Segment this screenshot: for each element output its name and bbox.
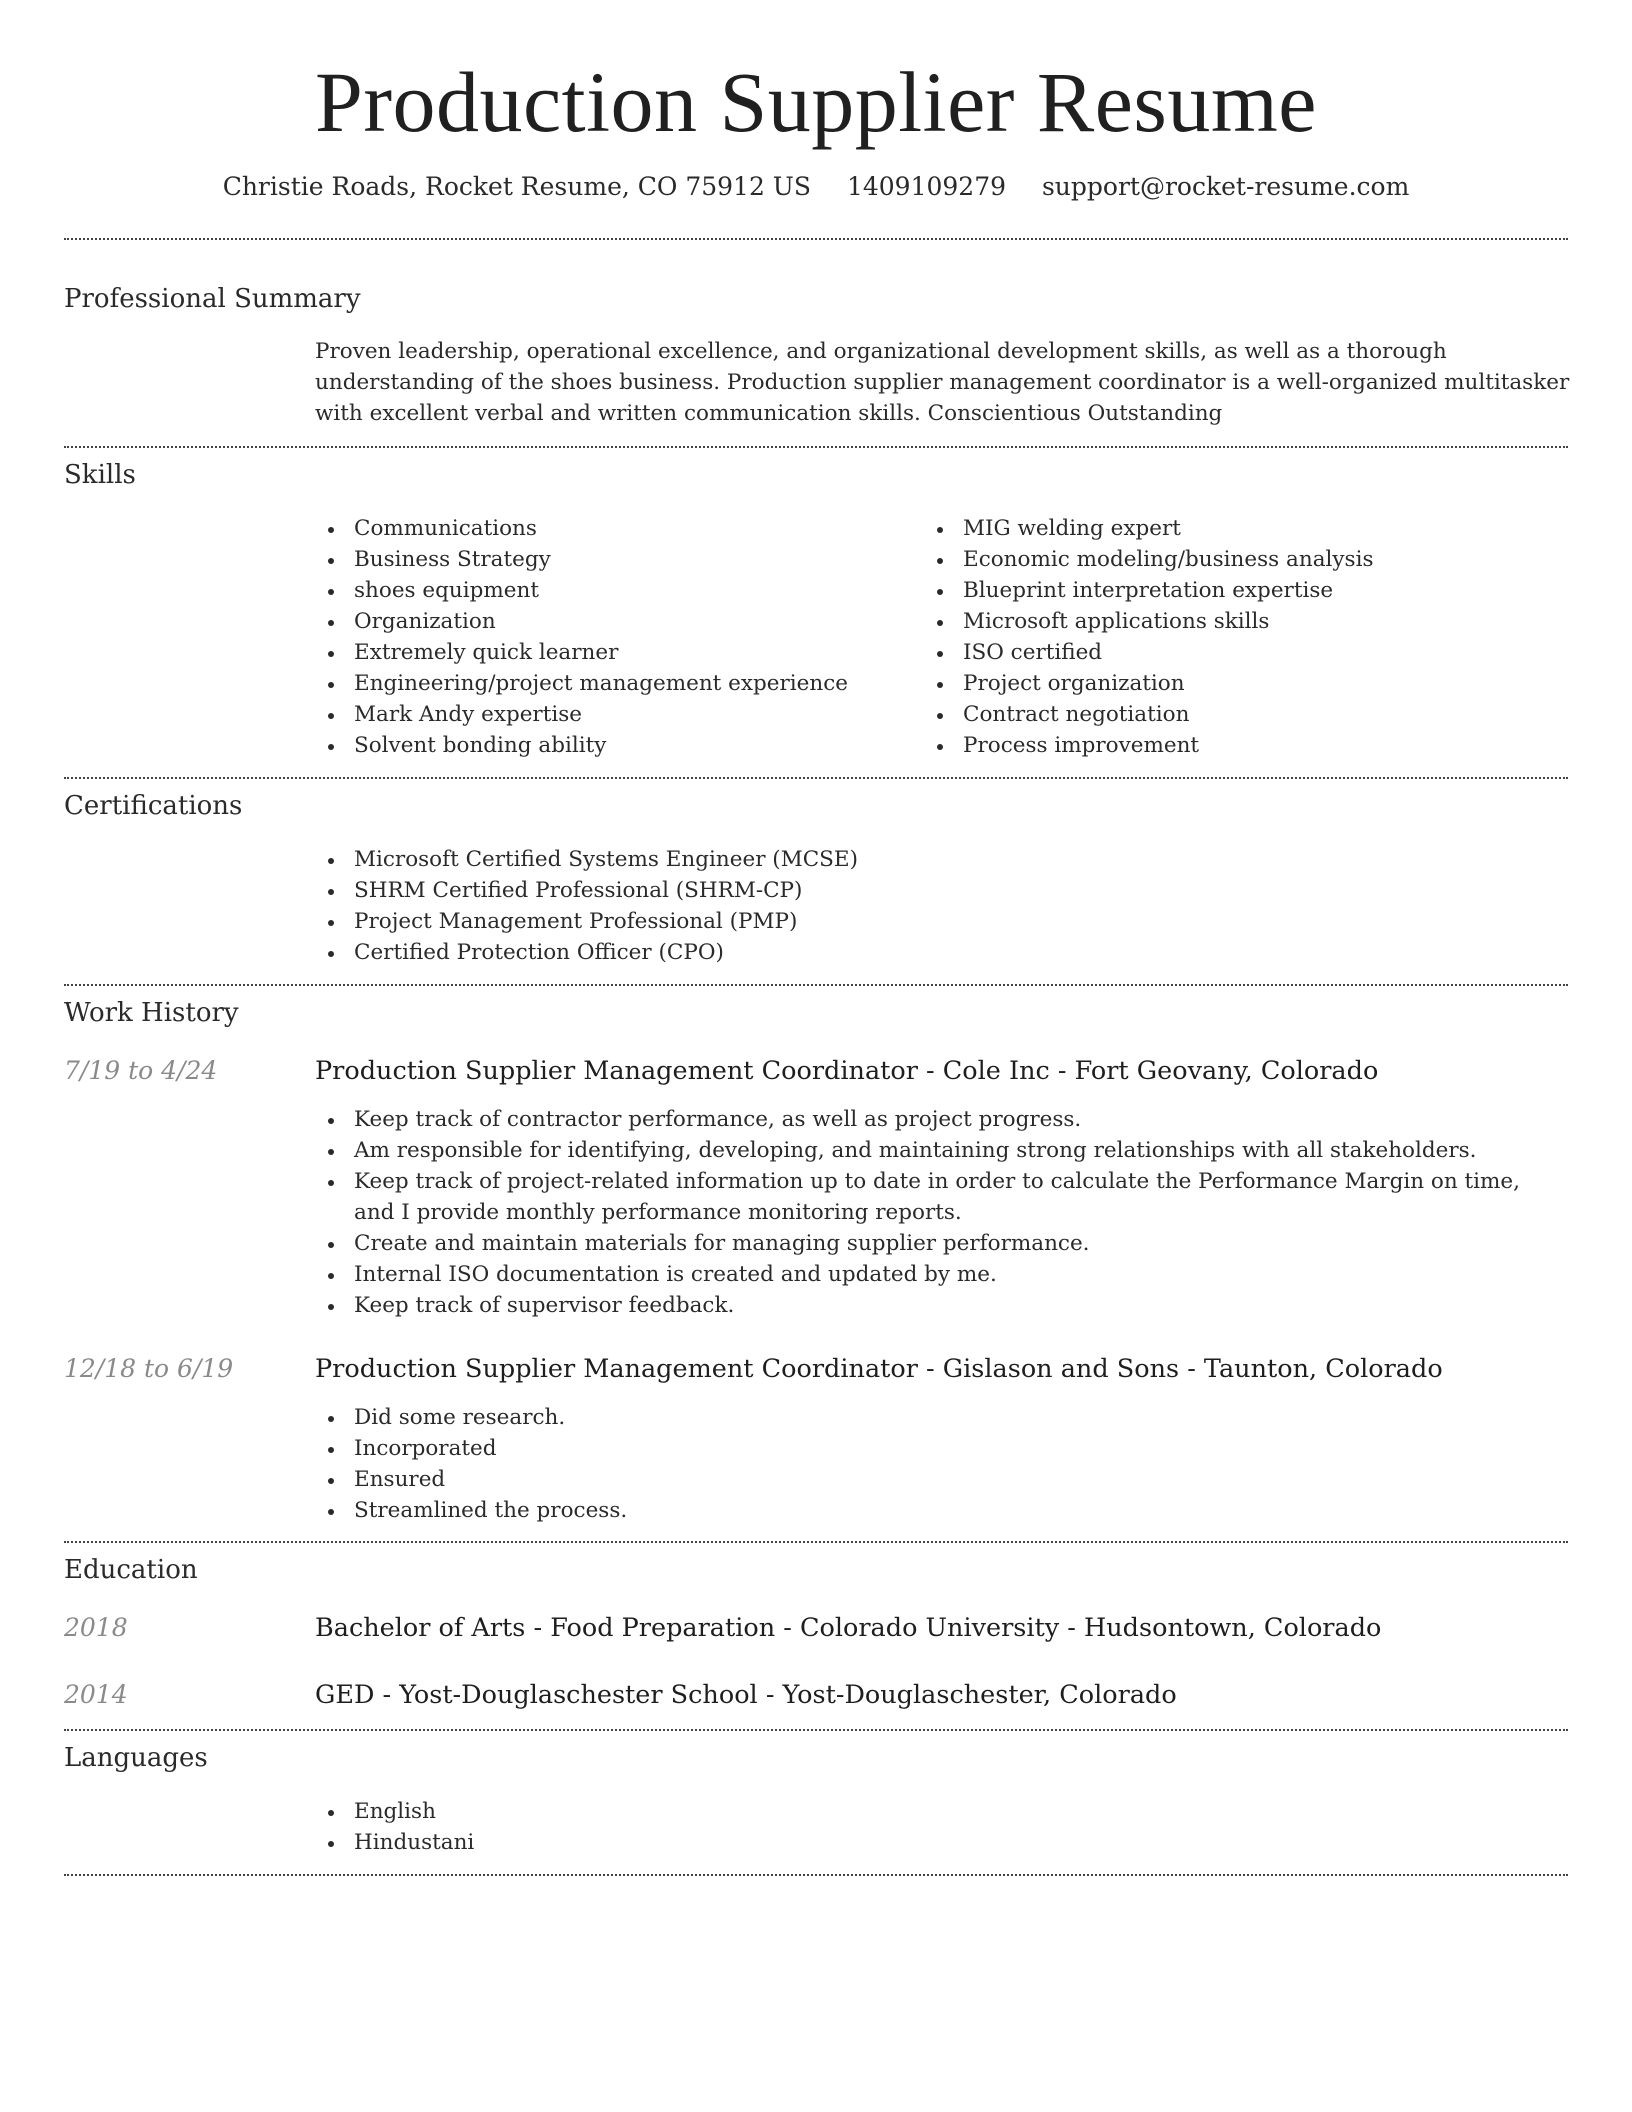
skill-item: shoes equipment: [354, 575, 914, 606]
skill-item: Engineering/project management experience: [354, 668, 914, 699]
contact-address: Christie Roads, Rocket Resume, CO 75912 US: [222, 172, 811, 201]
skills-list-right: [919, 513, 1583, 761]
education-entry: Bachelor of Arts - Food Preparation - Colorado University - Hudsontown, Colorado: [315, 1613, 1382, 1643]
job-bullets: [310, 1402, 1554, 1526]
skill-item: Economic modeling/business analysis: [963, 544, 1583, 575]
education-entry: GED - Yost-Douglaschester School - Yost-Douglaschester, Colorado: [315, 1680, 1177, 1710]
job-bullet: Create and maintain materials for managing supplier performance.: [354, 1228, 1554, 1259]
certifications-heading: Certifications: [64, 791, 243, 821]
job-bullet: Ensured: [354, 1464, 1554, 1495]
skill-item: Business Strategy: [354, 544, 914, 575]
languages-list: [310, 1796, 954, 1858]
contact-line: [0, 170, 1632, 204]
job-title: Production Supplier Management Coordinator - Gislason and Sons - Taunton, Colorado: [315, 1354, 1443, 1384]
certifications-list: [310, 844, 1554, 968]
skill-item: ISO certified: [963, 637, 1583, 668]
skill-item: Contract negotiation: [963, 699, 1583, 730]
skills-list-left: [310, 513, 914, 761]
education-year: 2014: [64, 1680, 128, 1709]
skill-item: Extremely quick learner: [354, 637, 914, 668]
job-bullet: Keep track of contractor performance, as well as project progress.: [354, 1104, 1554, 1135]
skill-item: Communications: [354, 513, 914, 544]
certification-item: Microsoft Certified Systems Engineer (MCSE): [354, 844, 1554, 875]
summary-text: Proven leadership, operational excellence, and organizational development skills, as well as a thorough understanding of the shoes business. Production supplier management coordinator is a well-organized multitasker with excellent verbal and written communication skills. Conscientious Outstanding: [315, 339, 1570, 426]
skill-item: MIG welding expert: [963, 513, 1583, 544]
skill-item: Solvent bonding ability: [354, 730, 914, 761]
section-divider: [64, 1729, 1568, 1731]
education-heading: Education: [64, 1555, 198, 1585]
job-bullet: Keep track of supervisor feedback.: [354, 1290, 1554, 1321]
job-bullet: Keep track of project-related information up to date in order to calculate the Performance Margin on time, and I provide monthly performance monitoring reports.: [354, 1166, 1554, 1228]
skills-heading: Skills: [64, 460, 136, 490]
contact-phone: 1409109279: [846, 172, 1007, 201]
language-item: English: [354, 1796, 954, 1827]
section-divider: [64, 777, 1568, 779]
job-dates: 12/18 to 6/19: [64, 1354, 234, 1383]
section-divider: [64, 446, 1568, 448]
languages-heading: Languages: [64, 1743, 208, 1773]
certification-item: Project Management Professional (PMP): [354, 906, 1554, 937]
resume-header: [0, 48, 1632, 204]
page-title: Production Supplier Resume: [315, 54, 1317, 150]
skill-item: Blueprint interpretation expertise: [963, 575, 1583, 606]
language-item: Hindustani: [354, 1827, 954, 1858]
certification-item: Certified Protection Officer (CPO): [354, 937, 1554, 968]
job-bullet: Incorporated: [354, 1433, 1554, 1464]
skill-item: Process improvement: [963, 730, 1583, 761]
section-divider: [64, 238, 1568, 240]
job-dates: 7/19 to 4/24: [64, 1056, 218, 1085]
skill-item: Microsoft applications skills: [963, 606, 1583, 637]
job-title: Production Supplier Management Coordinator - Cole Inc - Fort Geovany, Colorado: [315, 1056, 1379, 1086]
job-bullet: Did some research.: [354, 1402, 1554, 1433]
skill-item: Organization: [354, 606, 914, 637]
section-divider: [64, 1874, 1568, 1876]
section-divider: [64, 984, 1568, 986]
work-history-heading: Work History: [64, 998, 239, 1028]
certification-item: SHRM Certified Professional (SHRM-CP): [354, 875, 1554, 906]
summary-heading: Professional Summary: [64, 284, 361, 314]
education-year: 2018: [64, 1613, 128, 1642]
job-bullet: Am responsible for identifying, developing, and maintaining strong relationships with all stakeholders.: [354, 1135, 1554, 1166]
skill-item: Mark Andy expertise: [354, 699, 914, 730]
job-bullet: Streamlined the process.: [354, 1495, 1554, 1526]
job-bullet: Internal ISO documentation is created and updated by me.: [354, 1259, 1554, 1290]
contact-email[interactable]: support@rocket-resume.com: [1041, 172, 1410, 201]
skill-item: Project organization: [963, 668, 1583, 699]
job-bullets: [310, 1104, 1554, 1321]
section-divider: [64, 1541, 1568, 1543]
